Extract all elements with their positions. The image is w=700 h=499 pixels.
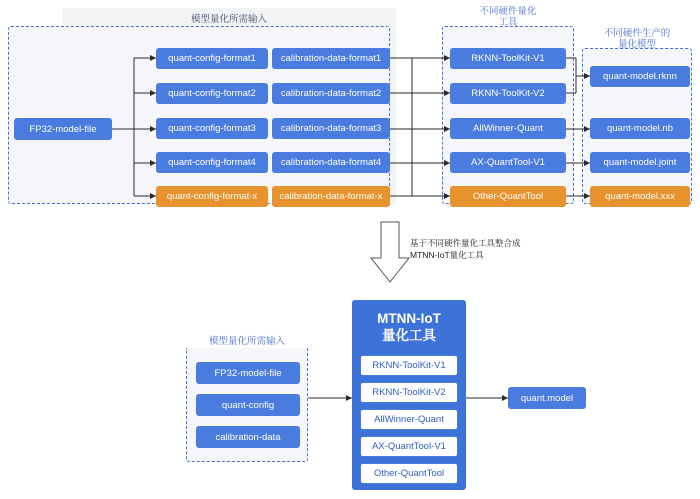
node-mtnn-tool-rknn-toolkit-v1[interactable]: RKNN-ToolKit-V1 [360,355,458,376]
node-fp32-model-file[interactable]: FP32-model-file [14,118,112,140]
node-output-quant-model[interactable]: quant.model [508,387,586,409]
node-hw-tool-rknn-toolkit-v2[interactable]: RKNN-ToolKit-V2 [450,83,566,104]
node-mtnn-tool-ax-quanttool-v1[interactable]: AX-QuantTool-V1 [360,436,458,457]
node-hw-model-joint[interactable]: quant-model.joint [590,152,690,173]
node-calibration-data-format1[interactable]: calibration-data-format1 [272,48,390,69]
node-hw-tool-ax-quanttool-v1[interactable]: AX-QuantTool-V1 [450,152,566,173]
node-calibration-data-format-x[interactable]: calibration-data-format-x [272,186,390,207]
middle-caption-line2: MTNN-IoT量化工具 [410,250,484,260]
bottom-input-title: 模型量化所需输入 [186,336,308,348]
node-mtnn-tool-other-quanttool[interactable]: Other-QuantTool [360,463,458,484]
middle-caption-line1: 基于不同硬件量化工具整合成 [410,238,521,248]
mtnn-title-line2: 量化工具 [382,328,436,343]
node-calibration-data-format3[interactable]: calibration-data-format3 [272,118,390,139]
hw-models-title-line1: 不同硬件生产的 [603,28,671,39]
node-hw-tool-other-quanttool[interactable]: Other-QuantTool [450,186,566,207]
node-hw-model-rknn[interactable]: quant-model.rknn [590,66,690,87]
node-hw-tool-allwinner-quant[interactable]: AllWinner-Quant [450,118,566,139]
input-group-title: 模型量化所需输入 [190,14,267,25]
node-quant-config-format-x[interactable]: quant-config-format-x [156,186,268,207]
node-bottom-calibration-data[interactable]: calibration-data [196,426,300,448]
node-hw-tool-rknn-toolkit-v1[interactable]: RKNN-ToolKit-V1 [450,48,566,69]
node-hw-model-xxx[interactable]: quant-model.xxx [590,186,690,207]
node-quant-config-format1[interactable]: quant-config-format1 [156,48,268,69]
mtnn-title-line1: MTNN-IoT [377,311,441,326]
node-quant-config-format4[interactable]: quant-config-format4 [156,152,268,173]
node-calibration-data-format4[interactable]: calibration-data-format4 [272,152,390,173]
node-quant-config-format3[interactable]: quant-config-format3 [156,118,268,139]
node-bottom-quant-config[interactable]: quant-config [196,394,300,416]
hw-tools-title-line1: 不同硬件量化 [479,6,537,17]
node-mtnn-tool-allwinner-quant[interactable]: AllWinner-Quant [360,409,458,430]
node-hw-model-nb[interactable]: quant-model.nb [590,118,690,139]
node-quant-config-format2[interactable]: quant-config-format2 [156,83,268,104]
node-bottom-fp32-model-file[interactable]: FP32-model-file [196,362,300,384]
hw-tools-title-line2: 工具 [498,17,518,28]
node-calibration-data-format2[interactable]: calibration-data-format2 [272,83,390,104]
node-mtnn-tool-rknn-toolkit-v2[interactable]: RKNN-ToolKit-V2 [360,382,458,403]
hw-models-title-line2: 量化模型 [617,39,656,50]
